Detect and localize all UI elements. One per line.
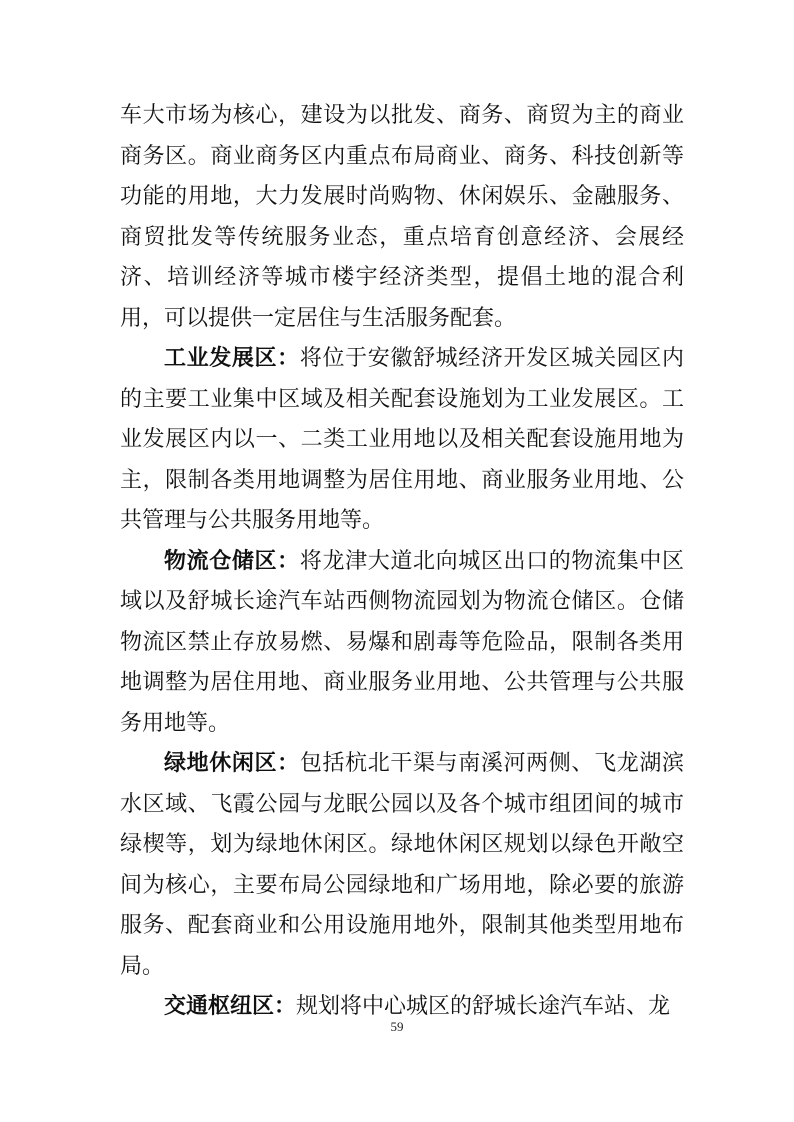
paragraph-heading: 工业发展区： bbox=[164, 346, 300, 371]
paragraph-heading: 交通枢纽区： bbox=[164, 994, 297, 1019]
page-number: 59 bbox=[390, 1019, 404, 1034]
paragraph-logistics-zone bbox=[120, 542, 684, 745]
paragraph-heading: 物流仓储区： bbox=[164, 548, 300, 574]
paragraph-industrial-zone bbox=[120, 339, 684, 542]
paragraph-green-leisure-zone bbox=[120, 744, 684, 987]
paragraph-text: 将龙津大道北向城区出口的物流集中区域以及舒城长途汽车站西侧物流园划为物流仓储区。仓储物流区禁止存放易燃、易爆和剧毒等危险品，限制各类用地调整为居住用地、商业服务业用地、公共管理与公共服务用地等。 bbox=[120, 548, 684, 736]
paragraph-text: 规划将中心城区的舒城长途汽车站、龙 bbox=[296, 994, 671, 1019]
paragraph-text: 车大市场为核心，建设为以批发、商务、商贸为主的商业商务区。商业商务区内重点布局商业、商务、科技创新等功能的用地，大力发展时尚购物、休闲娱乐、金融服务、商贸批发等传统服务业态，重点培育创意经济、会展经济、培训经济等城市楼宇经济类型，提倡土地的混合利用，可以提供一定居住与生活服务配套。 bbox=[120, 103, 684, 331]
paragraph-text: 将位于安徽舒城经济开发区城关园区内的主要工业集中区域及相关配套设施划为工业发展区。工业发展区内以一、二类工业用地以及相关配套设施用地为主，限制各类用地调整为居住用地、商业服务业用地、公共管理与公共服务用地等。 bbox=[120, 346, 684, 533]
body-text bbox=[120, 96, 684, 1028]
paragraph-heading: 绿地休闲区： bbox=[164, 751, 300, 776]
paragraph-commercial-continued bbox=[120, 96, 684, 339]
paragraph-text: 包括杭北干渠与南溪河两侧、飞龙湖滨水区域、飞霞公园与龙眠公园以及各个城市组团间的城市绿楔等，划为绿地休闲区。绿地休闲区规划以绿色开敞空间为核心，主要布局公园绿地和广场用地，除必要的旅游服务、配套商业和公用设施用地外，限制其他类型用地布局。 bbox=[120, 751, 684, 979]
